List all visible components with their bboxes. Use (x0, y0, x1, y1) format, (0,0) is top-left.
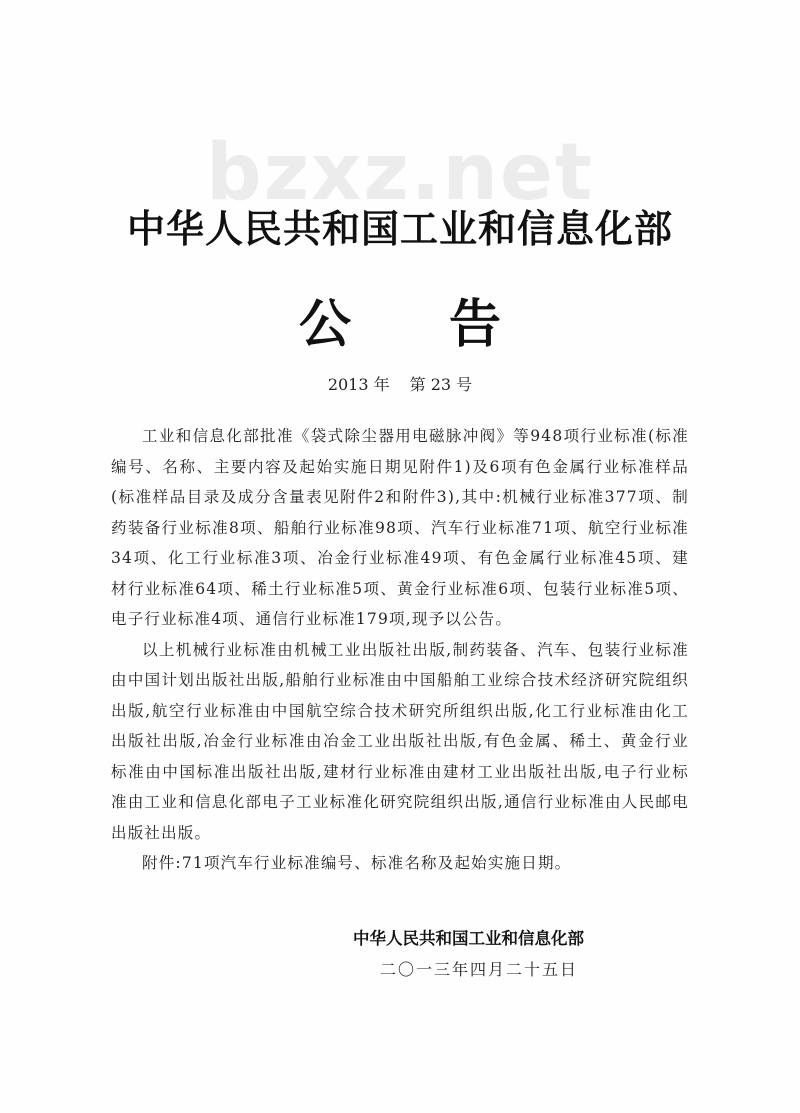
body-paragraph-2: 以上机械行业标准由机械工业出版社出版,制药装备、汽车、包装行业标准由中国计划出版社出版,船舶行业标准由中国船舶工业综合技术经济研究院组织出版,航空行业标准由中国航空综合技术研究所组织出版,化工行业标准由化工出版社出版,冶金行业标准由冶金工业出版社出版,有色金属、稀土、黄金行业标准由中国标准出版社出版,建材行业标准由建材工业出版社出版,电子行业标准由工业和信息化部电子工业标准化研究院组织出版,通信行业标准由人民邮电出版社出版。 (111, 640, 689, 842)
document-year: 2013 年 (327, 375, 390, 394)
signature-date: 二〇一三年四月二十五日 (380, 960, 579, 979)
document-type-heading (0, 282, 800, 357)
doc-type-char-2: 告 (449, 295, 502, 355)
document-issue-number: 第 23 号 (409, 375, 473, 394)
doc-type-char-1: 公 (298, 295, 351, 355)
watermark: bzxz.net (205, 128, 595, 218)
body-paragraph-1: 工业和信息化部批准《袋式除尘器用电磁脉冲阀》等948项行业标准(标准编号、名称、主要内容及起始实施日期见附件1)及6项有色金属行业标准样品(标准样品目录及成分含量表见附件2和附件3),其中:机械行业标准377项、制药装备行业标准8项、船舶行业标准98项、汽车行业标准71项、航空行业标准34项、化工行业标准3项、冶金行业标准49项、有色金属行业标准45项、建材行业标准64项、稀土行业标准5项、黄金行业标准6项、包装行业标准5项、电子行业标准4项、通信行业标准179项,现予以公告。 (111, 427, 689, 628)
attachment-note: 附件:71项汽车行业标准编号、标准名称及起始实施日期。 (142, 854, 572, 872)
issuing-authority-title: 中华人民共和国工业和信息化部 (126, 207, 673, 251)
announcement-body (111, 421, 689, 879)
document-number (0, 372, 800, 395)
signature-issuer: 中华人民共和国工业和信息化部 (353, 929, 584, 948)
